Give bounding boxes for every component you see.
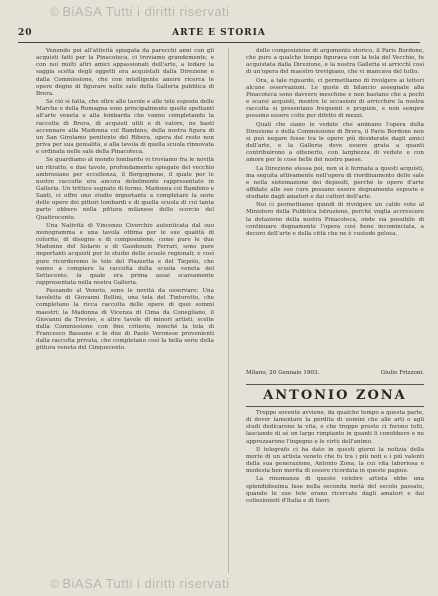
right-column-top [246, 48, 424, 366]
signature-place-date: Milano, 20 Gennaio 1903. [246, 370, 320, 376]
paragraph: dello composizione di argomento storico, il Paris Bordone, che pure a qualche tempo figurava con la tela del Vecchio, fu acquistata dalla Direzione, e la nostra Galleria si arricchì così di un'opera del maestro trevigiano, che vi mancava del tutto. [246, 48, 424, 76]
article-signature [246, 370, 424, 376]
paragraph: Venendo poi all'attività spiegata da parecchi anni con gli acquisti fatti per la Pinacoteca, ci troviamo grandemente, e con noi molti altri amici appassionati dell'arte, a lodare la saggia scelta degli oggetti ora acquistati dalla Direzione e dalla Commissione, che con intelligente amore ricerca le opere degne di figurare nelle sale della Galleria pubblica di Brera. [36, 48, 214, 97]
paragraph: Se guardiamo al mondo lombardo vi troviamo fra le novità un ritratto, e due tavole, profondamente spiegate del vecchio ambrosiano per eccellenza, il Borgognone, il quale per le nostre raccolte era ancora debolmente rappresentato in Galleria. Un trittico segnato di fermo, Madonna col Bambino e Santi, ci offre uno studio importante a completare la serie delle opere dei pittori lombardi e di quella scuola di cui tanta parte ebbero nella pittura milanese dello scorcio del Quattrocento. [36, 157, 214, 221]
paragraph: Troppo sovente avviene, da qualche tempo a questa parte, di dover lamentare la perdita di uomini che alle arti o agli studi dedicarono la vita, e che troppo presto ci furono tolti, lasciando di sé un largo rimpianto in quanti li conobbero e ne apprezzarono l'ingegno e le virtù dell'animo. [246, 410, 424, 445]
paragraph: Ora, a tale riguardo, ci permettiamo di rivolgere ai lettori alcune osservazioni. Le quote di bilancio assegnate alla Pinacoteca sono davvero meschine e non bastano che a pochi e scarsi acquisti, mentre le occasioni di arricchire la nostra raccolta si presentano frequenti e propizie, e non sempre possono essere colte per difetto di mezzi. [246, 77, 424, 120]
section-heading: ANTONIO ZONA [246, 384, 424, 407]
signature-author: Giulio Frizzoni. [380, 370, 424, 376]
paragraph: Passando al Veneto, sono le novità da osservare: Una tavoletta di Giovanni Bellini, una tela del Tintoretto, che completano la ricca raccolta delle opere di quei sommi maestri; la Madonna di Vicenza di Cima da Conegliano, il Giovanni da Treviso, e altre tavole di minori artisti, scelte dalla Commissione con fine criterio, nonché la tela di Francesco Bassano e le due di Paolo Veronese provenienti dalla raccolta privata, che completano così la bella serie della pittura veneta del Cinquecento. [36, 288, 214, 352]
running-title: ARTE E STORIA [172, 28, 266, 38]
page-number: 20 [18, 28, 33, 38]
watermark-text: BiASA Tutti i diritti riservati [62, 4, 230, 19]
paragraph: La rinomanza di questo celebre artista ebbe una splendidissima fase nella seconda metà del secolo passato, quando le sue tele erano ricercate dagli amatori e dai collezionisti d'Italia e di fuori. [246, 476, 424, 504]
copyright-icon: © [50, 577, 60, 591]
paragraph: Il telegrafo ci ha dato in questi giorni la notizia della morte di un artista veneto che fu tra i più noti e i più valenti della sua generazione, Antonio Zona, la cui vita laboriosa e modesta ben merita di essere ricordata in queste pagine. [246, 446, 424, 475]
paragraph: Se ciò si fatta, che oltre alle tavole e alle tele esposte delle Marche e della Romagna sono principalmente quelle spettanti all'arte veneta e alla lombarda che vanno completando la raccolta di Brera, di acquisti utili e di valore, ne basti accennare alla Madonna col Bambino, della nostra figura di un San Girolamo penitente del Ribera, opera del resto non priva per sua genialità, e alla tavola di quella scuola rinnovata e ordinata nelle sale della Pinacoteca. [36, 99, 214, 156]
left-column [36, 48, 214, 578]
copyright-icon: © [50, 5, 60, 19]
watermark-top [50, 4, 230, 19]
paragraph: Quali che siano le vedute che animano l'opera della Direzione e della Commissione di Brera, il Paris Bordone non si può negare fosse tra le opere più desiderate dagli amici dell'arte, e la Galleria deve essere grata a quanti contribuirono a ottenerlo, con larghezza di vedute e con amore per le cose belle del nostro paese. [246, 121, 424, 164]
paragraph: Una Natività di Vincenzo Civerchio autenticata dal suo monogramma e una tavola ottima per le sue qualità di colorito, di disegno e di composizione, come pure le due Madonne del Solario e di Gaudenzio Ferrari, sono pure importanti acquisti per lo studio delle scuole regionali; e così pure ricorderemo le tele del Piazzetta e del Tiepolo, che vanno a compiere la raccolta della scuola veneta del Settecento, la quale era prima assai scarsamente rappresentata nella nostra Galleria. [36, 222, 214, 286]
page-header [18, 26, 420, 43]
watermark-text: BiASA Tutti i diritti riservati [62, 576, 230, 591]
paragraph: Noi ci permettiamo quindi di rivolgere un caldo voto al Ministero della Pubblica Istruzione, perché voglia accrescere la dotazione della nostra Pinacoteca, onde sia possibile di continuare degnamente l'opera così bene incominciata, a decoro dell'arte e della città che ne è custode gelosa. [246, 202, 424, 237]
watermark-bottom [50, 576, 230, 591]
column-gutter [228, 48, 229, 573]
right-column-bottom [246, 410, 424, 570]
paragraph: La Direzione stessa poi, non si è fermata a questi acquisti, ma seguita attivamente nell'opera di riordinamento delle sale e nella sistemazione dei depositi, perché le opere d'arte affidate alle sue cure possano essere degnamente esposte e studiate dagli amatori e dai cultori dell'arte. [246, 165, 424, 201]
